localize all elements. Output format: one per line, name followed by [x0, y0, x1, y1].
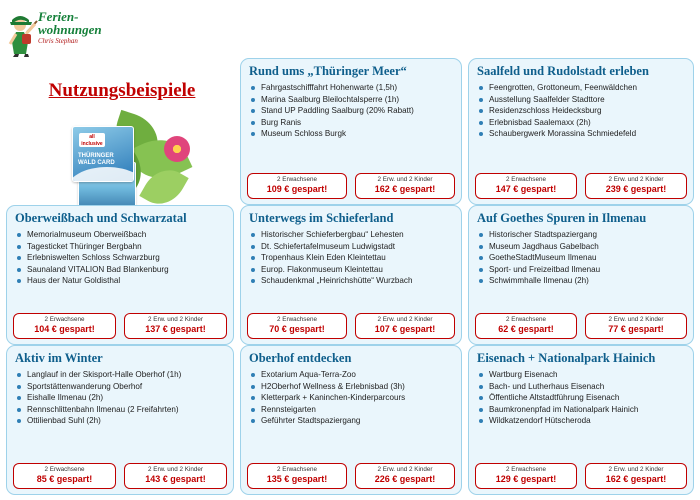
savings-label: 2 Erw. und 2 Kinder [608, 466, 664, 473]
savings-adults [475, 173, 577, 199]
savings-label: 2 Erw. und 2 Kinder [148, 466, 203, 473]
panel-item-list [7, 367, 233, 431]
panel-item-list [241, 80, 461, 144]
list-item: Rennschlittenbahn Ilmenau (2 Freifahrten) [17, 404, 227, 416]
savings-label: 2 Erw. und 2 Kinder [377, 466, 433, 473]
savings-label: 2 Erwachsene [44, 466, 85, 473]
panel-oberweissbach-schwarzatal[interactable] [6, 205, 234, 345]
list-item: Eishalle Ilmenau (2h) [17, 392, 227, 404]
savings-row [247, 313, 455, 339]
list-item: Stand UP Paddling Saalburg (20% Rabatt) [251, 105, 455, 117]
panel-thueringer-meer[interactable] [240, 58, 462, 205]
savings-family [585, 463, 687, 489]
savings-row [13, 463, 227, 489]
panel-item-list [469, 227, 693, 291]
list-item: Burg Ranis [251, 117, 455, 129]
savings-label: 2 Erwachsene [277, 316, 317, 323]
savings-value: 226 € gespart! [374, 474, 436, 484]
savings-value: 147 € gespart! [495, 184, 557, 194]
list-item: Haus der Natur Goldisthal [17, 275, 227, 287]
panel-title: Aktiv im Winter [15, 351, 103, 365]
savings-family [355, 313, 455, 339]
savings-adults [475, 313, 577, 339]
panel-oberhof[interactable] [240, 345, 462, 495]
savings-family [124, 463, 227, 489]
list-item: Kletterpark + Kaninchen-Kinderparcours [251, 392, 455, 404]
savings-value: 162 € gespart! [374, 184, 436, 194]
list-item: Marina Saalburg Bleilochtalsperre (1h) [251, 94, 455, 106]
list-item: Feengrotten, Grottoneum, Feenwäldchen [479, 82, 687, 94]
savings-row [475, 463, 687, 489]
savings-family [585, 173, 687, 199]
savings-label: 2 Erw. und 2 Kinder [148, 316, 203, 323]
panel-item-list [469, 367, 693, 431]
panel-schieferland[interactable] [240, 205, 462, 345]
savings-row [475, 173, 687, 199]
list-item: Museum Jagdhaus Gabelbach [479, 241, 687, 253]
savings-label: 2 Erwachsene [44, 316, 85, 323]
logo-line-3: Chris Stephan [38, 37, 78, 45]
card-wave [72, 167, 134, 182]
panel-title: Eisenach + Nationalpark Hainich [477, 351, 656, 365]
logo-line-1: Ferien- [38, 9, 79, 24]
savings-family [124, 313, 227, 339]
list-item: Öffentliche Altstadtführung Eisenach [479, 392, 687, 404]
list-item: Ottilienbad Suhl (2h) [17, 415, 227, 427]
page-title: Nutzungsbeispiele [48, 80, 196, 101]
panel-saalfeld-rudolstadt[interactable] [468, 58, 694, 205]
savings-value: 85 € gespart! [36, 474, 93, 484]
savings-family [355, 173, 455, 199]
panel-item-list [469, 80, 693, 144]
list-item: Erlebniswelten Schloss Schwarzburg [17, 252, 227, 264]
list-item: Wartburg Eisenach [479, 369, 687, 381]
list-item: Residenzschloss Heidecksburg [479, 105, 687, 117]
list-item: Sportstättenwanderung Oberhof [17, 381, 227, 393]
list-item: Baumkronenpfad im Nationalpark Hainich [479, 404, 687, 416]
panel-title: Auf Goethes Spuren in Ilmenau [477, 211, 647, 225]
savings-value: 62 € gespart! [498, 324, 554, 334]
savings-label: 2 Erwachsene [277, 466, 317, 473]
list-item: Europ. Flakonmuseum Kleintettau [251, 264, 455, 276]
savings-family [585, 313, 687, 339]
panel-title: Saalfeld und Rudolstadt erleben [477, 64, 649, 78]
list-item: H2Oberhof Wellness & Erlebnisbad (3h) [251, 381, 455, 393]
list-item: Exotarium Aqua-Terra-Zoo [251, 369, 455, 381]
savings-row [475, 313, 687, 339]
panel-title: Oberhof entdecken [249, 351, 352, 365]
savings-adults [13, 463, 116, 489]
list-item: Memorialmuseum Oberweißbach [17, 229, 227, 241]
panel-eisenach-hainich[interactable] [468, 345, 694, 495]
savings-adults [247, 173, 347, 199]
list-item: Wildkatzendorf Hütscheroda [479, 415, 687, 427]
list-item: Schwimmhalle Ilmenau (2h) [479, 275, 687, 287]
savings-label: 2 Erw. und 2 Kinder [608, 316, 664, 323]
savings-label: 2 Erw. und 2 Kinder [377, 176, 433, 183]
list-item: GoetheStadtMuseum Ilmenau [479, 252, 687, 264]
list-item: Dt. Schiefertafelmuseum Ludwigstadt [251, 241, 455, 253]
savings-row [13, 313, 227, 339]
savings-value: 77 € gespart! [608, 324, 664, 334]
savings-value: 107 € gespart! [374, 324, 436, 334]
panel-goethe-ilmenau[interactable] [468, 205, 694, 345]
savings-value: 239 € gespart! [605, 184, 667, 194]
savings-value: 129 € gespart! [495, 474, 557, 484]
panel-item-list [241, 367, 461, 431]
logo-line-2: wohnungen [38, 22, 102, 37]
thueringer-wald-card-image [72, 126, 134, 182]
savings-value: 70 € gespart! [269, 324, 325, 334]
savings-row [247, 173, 455, 199]
list-item: Tropenhaus Klein Eden Kleintettau [251, 252, 455, 264]
savings-label: 2 Erwachsene [506, 466, 546, 473]
savings-label: 2 Erwachsene [277, 176, 317, 183]
list-item: Schaudenkmal „Heinrichshütte“ Wurzbach [251, 275, 455, 287]
panel-title: Rund ums „Thüringer Meer“ [249, 64, 407, 78]
savings-label: 2 Erwachsene [506, 176, 546, 183]
savings-value: 143 € gespart! [145, 474, 206, 484]
list-item: Saunaland VITALION Bad Blankenburg [17, 264, 227, 276]
savings-family [355, 463, 455, 489]
savings-row [247, 463, 455, 489]
card-text: THÜRINGER WALD CARD [78, 153, 115, 166]
savings-value: 162 € gespart! [605, 474, 667, 484]
list-item: Ausstellung Saalfelder Stadttore [479, 94, 687, 106]
list-item: Fahrgastschifffahrt Hohenwarte (1,5h) [251, 82, 455, 94]
list-item: Bach- und Lutherhaus Eisenach [479, 381, 687, 393]
savings-adults [475, 463, 577, 489]
list-item: Tagesticket Thüringer Bergbahn [17, 241, 227, 253]
flower-icon [164, 136, 190, 162]
savings-adults [247, 313, 347, 339]
panel-item-list [7, 227, 233, 291]
list-item: Sport- und Freizeitbad Ilmenau [479, 264, 687, 276]
list-item: Historischer Stadtspaziergang [479, 229, 687, 241]
panel-aktiv-im-winter[interactable] [6, 345, 234, 495]
panel-title: Oberweißbach und Schwarzatal [15, 211, 187, 225]
list-item: Historischer Schieferbergbau“ Lehesten [251, 229, 455, 241]
list-item: Langlauf in der Skisport-Halle Oberhof (1h) [17, 369, 227, 381]
list-item: Museum Schloss Burgk [251, 128, 455, 140]
savings-value: 109 € gespart! [266, 184, 328, 194]
list-item: Erlebnisbad Saalemaxx (2h) [479, 117, 687, 129]
list-item: Schaubergwerk Morassina Schmiedefeld [479, 128, 687, 140]
savings-adults [247, 463, 347, 489]
savings-label: 2 Erwachsene [506, 316, 546, 323]
list-item: Geführter Stadtspaziergang [251, 415, 455, 427]
panel-item-list [241, 227, 461, 291]
decorative-collage [72, 108, 202, 213]
brand-logo [4, 4, 122, 62]
savings-adults [13, 313, 116, 339]
savings-value: 135 € gespart! [266, 474, 328, 484]
savings-label: 2 Erw. und 2 Kinder [377, 316, 433, 323]
list-item: Rennsteigarten [251, 404, 455, 416]
savings-value: 137 € gespart! [145, 324, 206, 334]
card-badge: all inclusive [79, 133, 105, 147]
hiker-icon [6, 8, 40, 58]
savings-value: 104 € gespart! [34, 324, 95, 334]
panel-title: Unterwegs im Schieferland [249, 211, 394, 225]
savings-label: 2 Erw. und 2 Kinder [608, 176, 664, 183]
